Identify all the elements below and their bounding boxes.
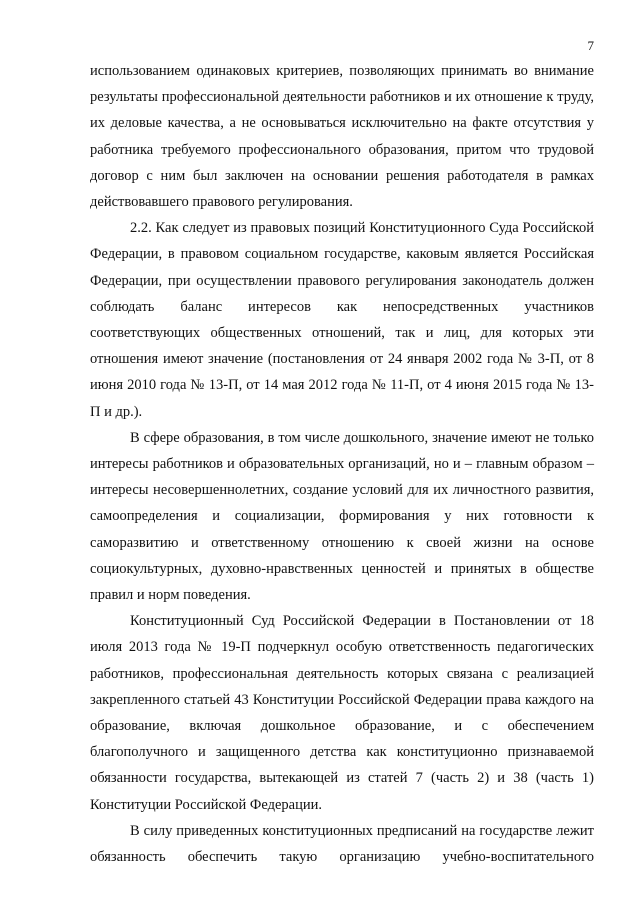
paragraph-continuation: использованием одинаковых критериев, позволяющих принимать во внимание результаты профессиональной деятельности работников и их отношение к труду, их деловые качества, а не основываться исключительно на факте отсутствия у работника требуемого профессионального образования, притом что трудовой договор с ним был заключен на основании решения работодателя в рамках действовавшего правового регулирования.	[90, 63, 594, 211]
body-text	[90, 58, 594, 870]
paragraph-constitutional-court-ruling: Конституционный Суд Российской Федерации в Постановлении от 18 июля 2013 года № 19-П подчеркнул особую ответственность педагогических работников, профессиональная деятельность которых связана с реализацией закрепленного статьей 43 Конституции Российской Федерации права каждого на образование, включая дошкольное образование, и с обеспечением благополучного и защищенного детства как конституционно признаваемой обязанности государства, вытекающей из статей 7 (часть 2) и 38 (часть 1) Конституции Российской Федерации.	[90, 613, 594, 813]
page-number: 7	[587, 38, 594, 53]
paragraph-state-obligation: В силу приведенных конституционных предписаний на государстве лежит обязанность обеспечить такую организацию учебно-воспитательного	[90, 822, 594, 866]
paragraph-section-2-2: 2.2. Как следует из правовых позиций Конституционного Суда Российской Федерации, в правовом социальном государстве, каковым является Российская Федерации, при осуществлении правового регулирования законодатель должен соблюдать баланс интересов как непосредственных участников соответствующих общественных отношений, так и лиц, для которых эти отношения имеют значение (постановления от 24 января 2002 года № 3-П, от 8 июня 2010 года № 13-П, от 14 мая 2012 года № 11-П, от 4 июня 2015 года № 13-П и др.).	[90, 220, 594, 420]
paragraph-education-sphere: В сфере образования, в том числе дошкольного, значение имеют не только интересы работников и образовательных организаций, но и – главным образом – интересы несовершеннолетних, создание условий для их личностного развития, самоопределения и социализации, формирования у них готовности к саморазвитию и ответственному отношению к своей жизни на основе социокультурных, духовно-нравственных ценностей и принятых в обществе правил и норм поведения.	[90, 429, 594, 604]
